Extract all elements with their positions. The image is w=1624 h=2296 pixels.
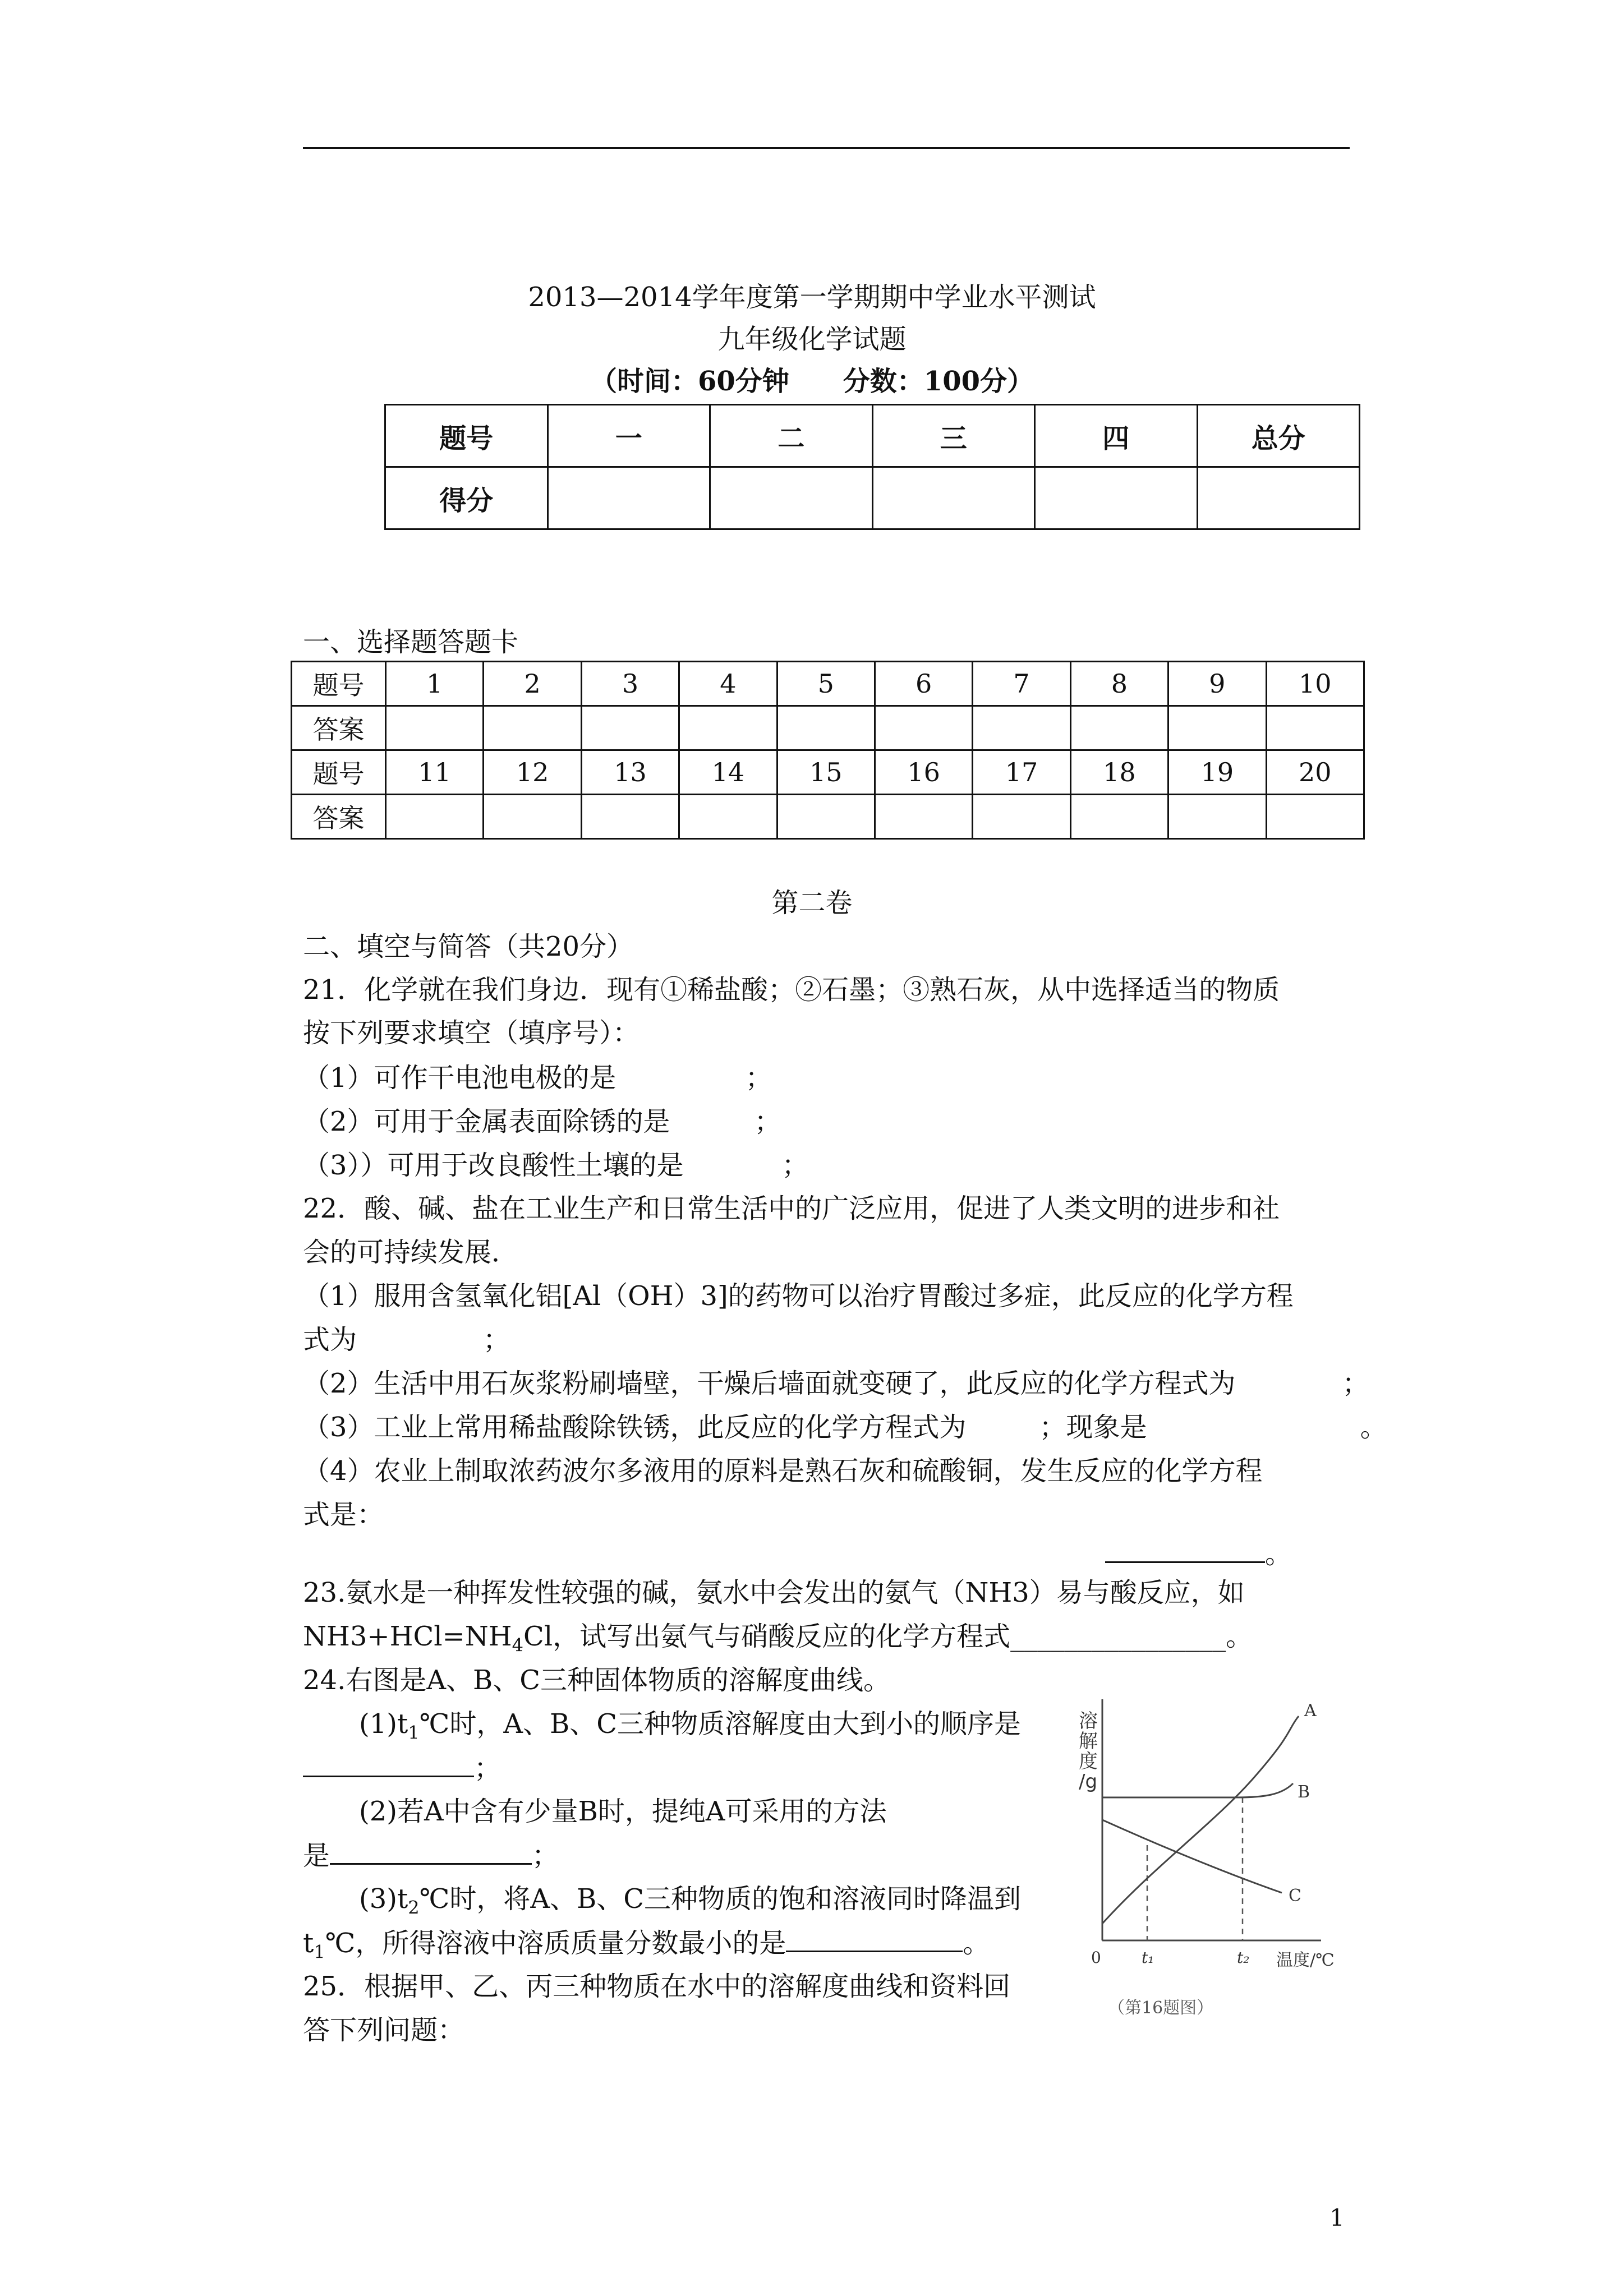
subscript: 2 [408,1897,420,1919]
answer-cell[interactable] [777,795,875,839]
answer-card-answer-row [292,795,1364,839]
question-number-cell: 13 [581,750,679,795]
curve-a-label: A [1304,1701,1317,1721]
q24-part3-line2 [303,1926,990,1969]
answer-cell[interactable] [484,795,581,839]
q21-part3 [303,1149,809,1182]
q24-part3-d: ℃，所得溶液中溶质质量分数最小的是 [325,1928,786,1959]
t2-label: t₂ [1237,1948,1250,1967]
question-number-cell: 17 [973,750,1070,795]
answer-cell[interactable] [973,795,1070,839]
score-table-header-row [385,405,1360,467]
q22-part2-text: （2）生活中用石灰浆粉刷墙壁，干燥后墙面就变硬了，此反应的化学方程式为 [303,1368,1236,1399]
period: 。 [1360,1412,1387,1443]
q21-part2 [303,1105,781,1138]
answer-cell[interactable] [1070,706,1168,750]
q22-part4-line2: 式是： [303,1499,384,1530]
answer-cell[interactable] [973,706,1070,750]
answer-cell[interactable] [1168,795,1266,839]
answer-cell[interactable] [875,706,972,750]
q22-part3-phenomenon-text: ；现象是 [1039,1412,1147,1443]
score-row-label: 得分 [385,467,548,529]
q24-part3-line1 [359,1882,1021,1925]
page-number: 1 [1329,2204,1345,2232]
y-axis-label-char: 溶 [1079,1710,1098,1732]
q22-stem-line2: 会的可持续发展． [303,1237,519,1268]
answer-cell[interactable] [1266,706,1364,750]
period: 。 [963,1928,990,1959]
curve-a [1102,1716,1299,1924]
question-number-cell: 1 [386,662,484,706]
volume-two-title: 第二卷 [771,887,853,919]
answer-cell[interactable] [679,795,777,839]
answer-card-label: 题号 [292,662,386,706]
question-number-cell: 9 [1168,662,1266,706]
curve-b [1102,1783,1293,1797]
q22-stem-line1: 22．酸、碱、盐在工业生产和日常生活中的广泛应用，促进了人类文明的进步和社 [303,1193,1280,1224]
score-header-cell: 三 [872,405,1035,467]
q21-part1 [303,1061,772,1095]
question-number-cell: 3 [581,662,679,706]
answer-card-question-row [292,750,1364,795]
x-axis-label: 温度/℃ [1276,1951,1335,1970]
q24-part3-c: t [303,1928,314,1959]
q24-part1-b: ℃时，A、B、C三种物质溶解度由大到小的顺序是 [419,1708,1022,1740]
q21-part1-text: （1）可作干电池电极的是 [303,1062,617,1094]
question-number-cell: 16 [875,750,972,795]
answer-card-table [291,661,1365,840]
score-header-cell: 题号 [385,405,548,467]
question-number-cell: 18 [1070,750,1168,795]
y-axis-label-char: 解 [1079,1730,1098,1753]
question-number-cell: 6 [875,662,972,706]
q22-part1-line2 [303,1323,510,1357]
q24-part1-a: (1)t [359,1708,408,1740]
figure-caption: （第16题图） [1108,1998,1214,2018]
question-number-cell: 19 [1168,750,1266,795]
answer-cell[interactable] [386,706,484,750]
section2-heading: 二、填空与简答（共20分） [303,931,634,962]
score-table [384,404,1360,530]
curve-c [1102,1820,1282,1893]
answer-cell[interactable] [875,795,972,839]
semicolon: ； [532,1840,559,1871]
y-axis-label-char: /g [1079,1771,1098,1793]
q24-part1-blank[interactable] [303,1751,474,1777]
q23-line2 [303,1620,1253,1662]
question-number-cell: 14 [679,750,777,795]
score-header-cell: 总分 [1197,405,1360,467]
origin-label: 0 [1091,1948,1101,1967]
q22-part1-text: 式为 [303,1324,357,1356]
answer-card-label: 答案 [292,706,386,750]
answer-cell[interactable] [777,706,875,750]
question-number-cell: 7 [973,662,1070,706]
y-axis-label-char: 度 [1079,1750,1098,1773]
q21-stem-line1: 21．化学就在我们身边．现有①稀盐酸；②石墨；③熟石灰，从中选择适当的物质 [303,974,1280,1006]
question-number-cell: 20 [1266,750,1364,795]
answer-cell[interactable] [581,795,679,839]
answer-cell[interactable] [386,795,484,839]
section1-heading: 一、选择题答题卡 [303,626,519,658]
answer-cell[interactable] [1070,795,1168,839]
answer-card-question-row [292,662,1364,706]
curve-c-label: C [1289,1886,1301,1906]
score-cell[interactable] [1035,467,1198,529]
q23-line1: 23.氨水是一种挥发性较强的碱，氨水中会发出的氨气（NH3）易与酸反应，如 [303,1577,1245,1608]
semicolon: ； [474,1753,502,1784]
q23-equation-b: Cl，试写出氨气与硝酸反应的化学方程式________________。 [523,1621,1253,1652]
curve-b-label: B [1298,1782,1310,1802]
q24-part1-answer [303,1751,501,1785]
q24-part2-text: 是 [303,1840,330,1871]
score-cell[interactable] [1197,467,1360,529]
q22-part2 [303,1367,1369,1400]
exam-subtitle: 九年级化学试题 [717,324,907,355]
q22-part4-answer [1105,1537,1292,1571]
q24-part3-blank[interactable] [786,1926,963,1952]
q22-part3-text: （3）工业上常用稀盐酸除铁锈，此反应的化学方程式为 [303,1412,967,1443]
q24-part2-blank[interactable] [330,1838,532,1865]
answer-cell[interactable] [1266,795,1364,839]
answer-card-label: 题号 [292,750,386,795]
q25-line2: 答下列问题： [303,2014,465,2046]
answer-card-answer-row [292,706,1364,750]
score-cell[interactable] [872,467,1035,529]
q21-stem-line2: 按下列要求填空（填序号）： [303,1017,640,1049]
solubility-curve-figure [1069,1677,1394,2047]
q22-part4-blank[interactable] [1105,1537,1265,1563]
q21-part2-text: （2）可用于金属表面除锈的是 [303,1106,670,1137]
semicolon: ； [754,1106,781,1137]
subscript: 1 [314,1941,325,1963]
q23-subscript: 4 [512,1634,523,1656]
q24-part3-b: ℃时，将A、B、C三种物质的饱和溶液同时降温到 [419,1883,1022,1915]
q22-part3 [303,1410,1387,1444]
answer-cell[interactable] [1168,706,1266,750]
q24-stem: 24.右图是A、B、C三种固体物质的溶解度曲线。 [303,1665,891,1696]
score-header-cell: 四 [1035,405,1198,467]
semicolon: ； [781,1150,809,1181]
question-number-cell: 15 [777,750,875,795]
semicolon: ； [1342,1368,1369,1399]
answer-cell[interactable] [484,706,581,750]
question-number-cell: 4 [679,662,777,706]
subscript: 1 [408,1722,420,1744]
score-cell[interactable] [548,467,710,529]
q24-part3-a: (3)t [359,1883,408,1915]
semicolon: ； [745,1062,772,1094]
q24-part2-line2 [303,1838,559,1873]
q23-equation-a: NH3+HCl=NH [303,1621,512,1652]
y-axis-label [1079,1710,1104,1793]
answer-cell[interactable] [581,706,679,750]
q21-part3-text: （3））可用于改良酸性土壤的是 [303,1150,684,1181]
q24-part2-line1: (2)若A中含有少量B时，提纯A可采用的方法 [359,1796,887,1827]
header-rule [303,147,1350,149]
question-number-cell: 12 [484,750,581,795]
score-header-cell: 一 [548,405,710,467]
exam-time-score: （时间：60分钟 分数：100分） [590,366,1034,397]
q25-line1: 25．根据甲、乙、丙三种物质在水中的溶解度曲线和资料回 [303,1971,1011,2002]
question-number-cell: 8 [1070,662,1168,706]
score-cell[interactable] [710,467,873,529]
q24-part1 [359,1707,1021,1750]
semicolon: ； [483,1324,510,1356]
answer-card-label: 答案 [292,795,386,839]
t1-label: t₁ [1142,1948,1154,1967]
q22-part4-line1: （4）农业上制取浓药波尔多液用的原料是熟石灰和硫酸铜，发生反应的化学方程 [303,1455,1263,1487]
period: 。 [1265,1538,1292,1570]
exam-title: 2013—2014学年度第一学期期中学业水平测试 [528,282,1096,313]
answer-cell[interactable] [679,706,777,750]
question-number-cell: 2 [484,662,581,706]
q22-part1-line1: （1）服用含氢氧化铝[Al（OH）3]的药物可以治疗胃酸过多症，此反应的化学方程 [303,1280,1294,1312]
question-number-cell: 10 [1266,662,1364,706]
score-table-score-row [385,467,1360,529]
question-number-cell: 5 [777,662,875,706]
question-number-cell: 11 [386,750,484,795]
score-header-cell: 二 [710,405,873,467]
